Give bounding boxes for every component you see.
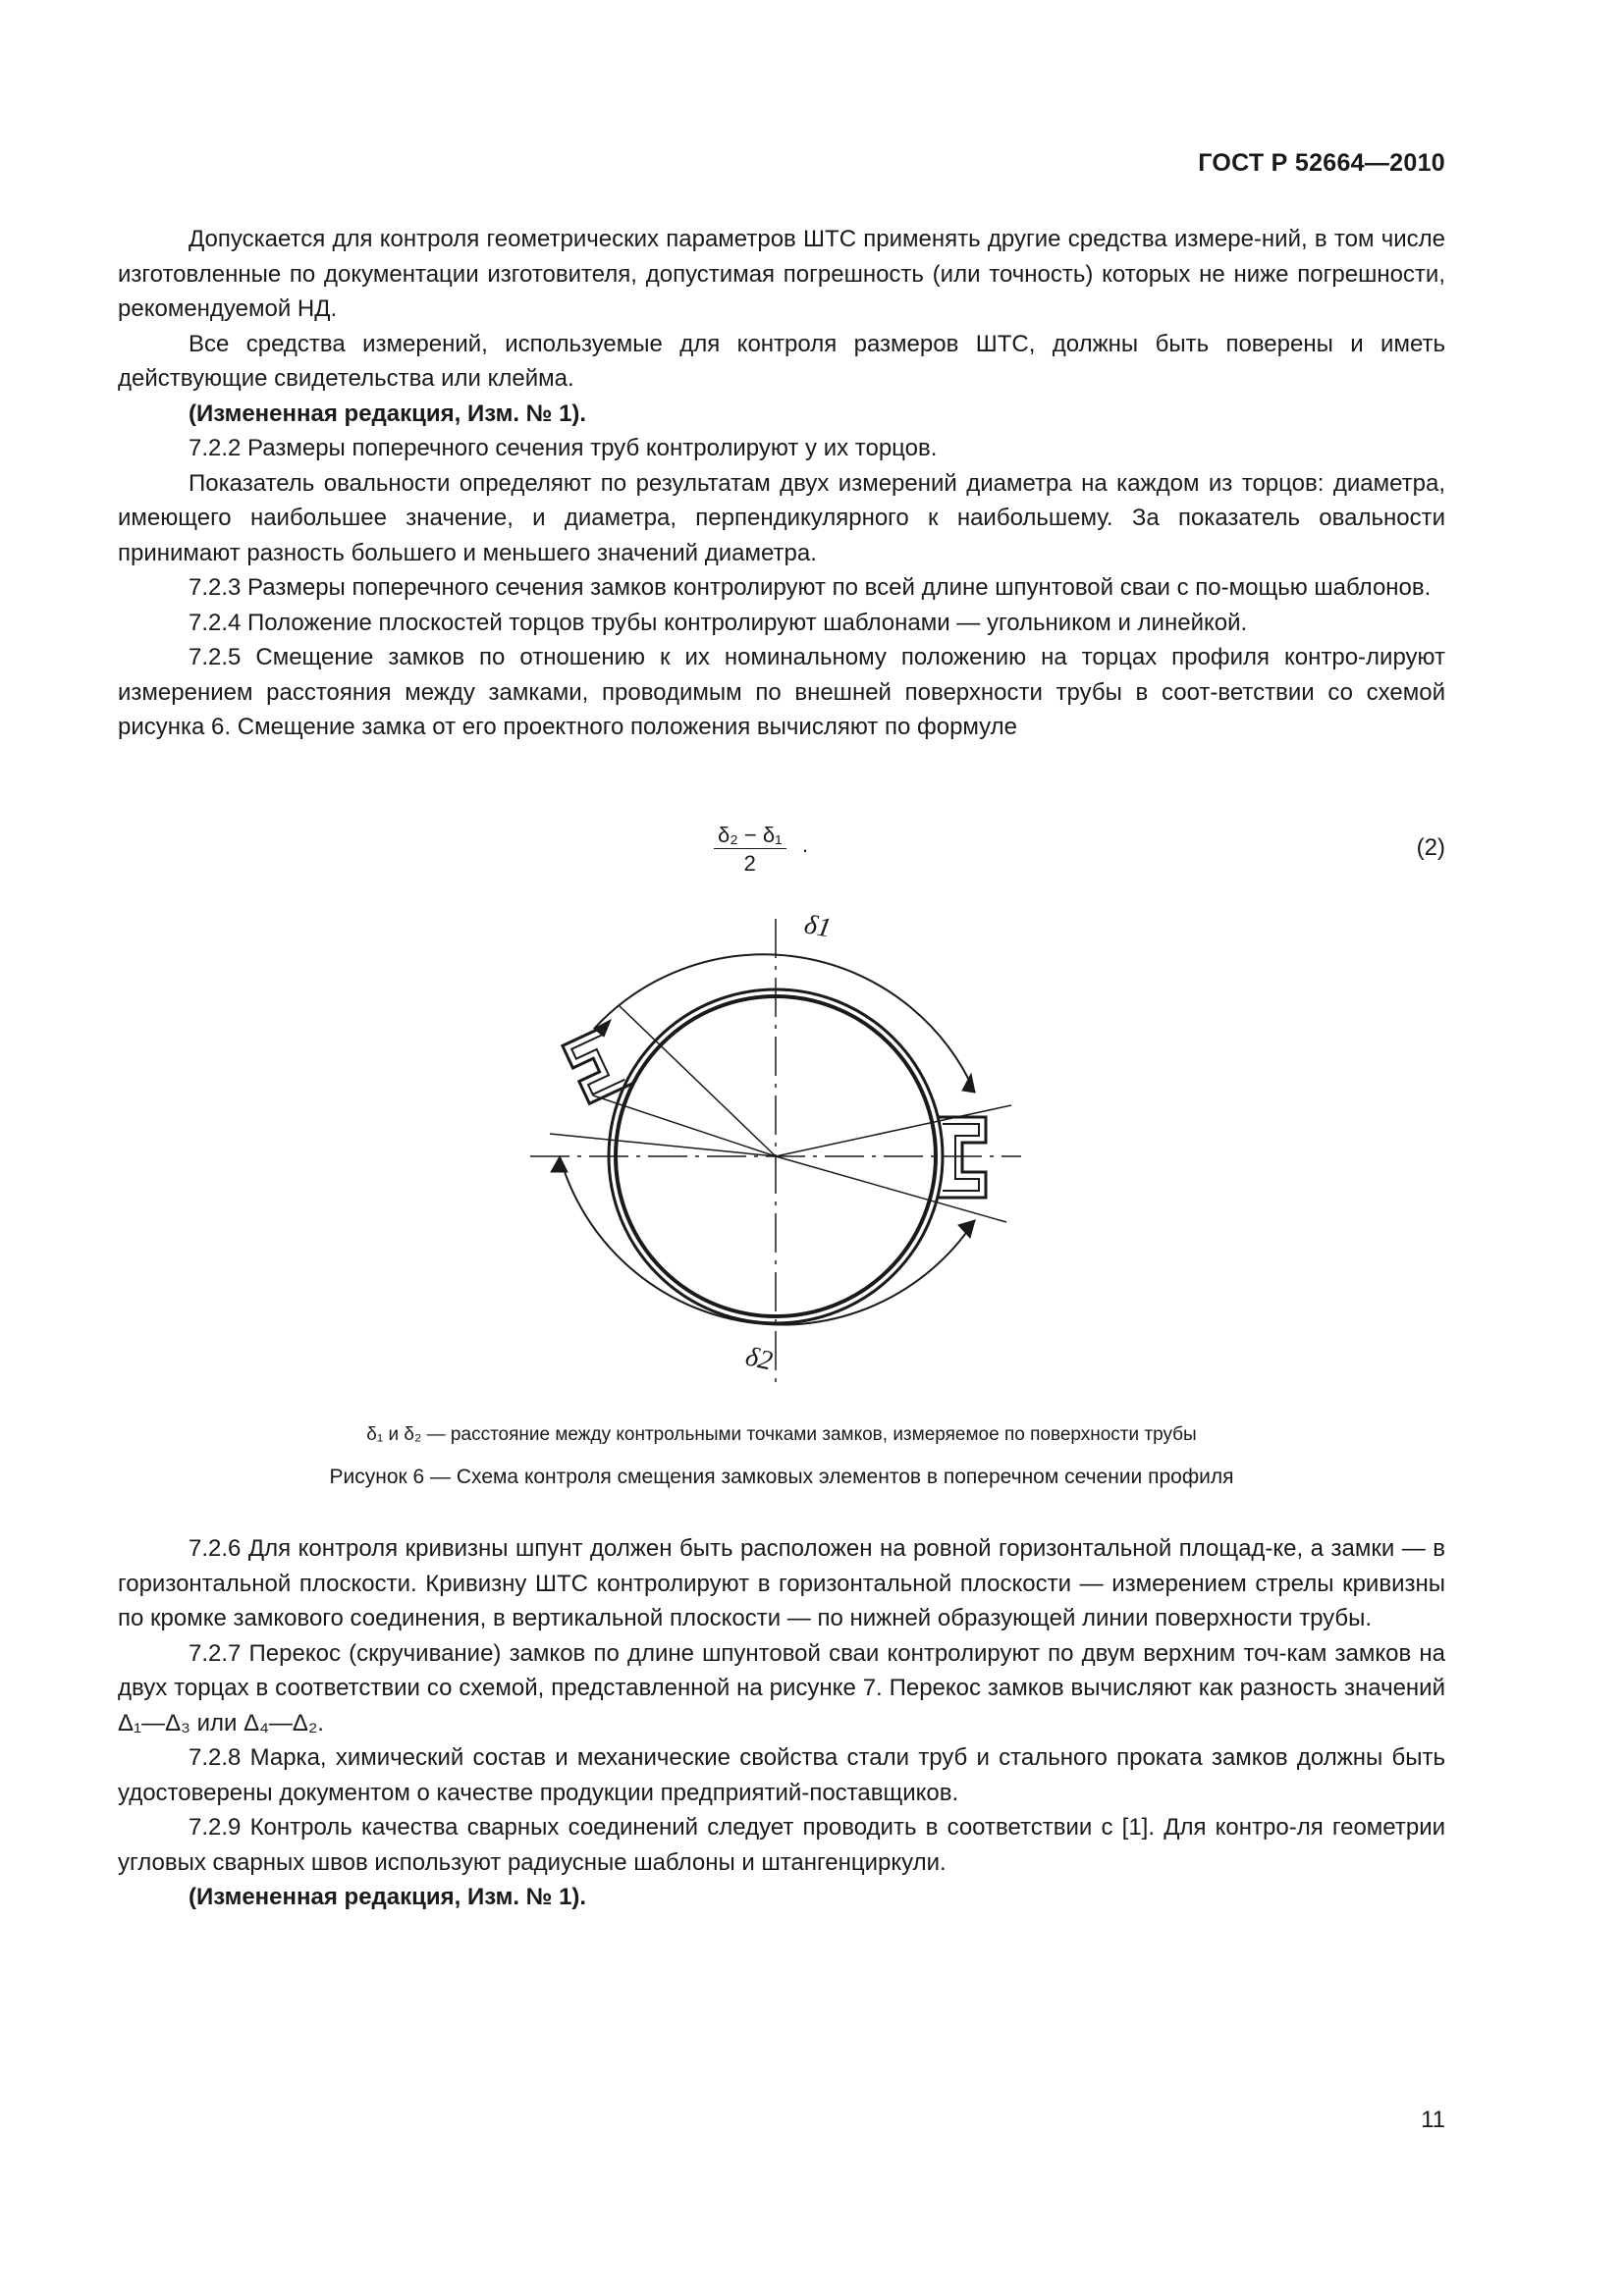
paragraph: 7.2.5 Смещение замков по отношению к их номинальному положению на торцах профиля контро-лируют измерением расстояния между замками, проводимым по внешней поверхности трубы в соот-ветствии со схемой рисунка 6. Смещение замка от его проектного положения вычисляют по формуле xyxy=(118,644,1445,740)
label-delta2: δ2 xyxy=(742,1341,776,1377)
paragraph: Показатель овальности определяют по результатам двух измерений диаметра на каждом из торцов: диаметра, имеющего наибольшее значение, и диаметра, перпендикулярного к наибольшему. За показатель овальности принимают разность большего и меньшего значений диаметра. xyxy=(118,469,1445,566)
arrow-head xyxy=(594,1020,611,1037)
amendment-note: (Измененная редакция, Изм. № 1). xyxy=(189,1884,587,1910)
paragraph: 7.2.7 Перекос (скручивание) замков по длине шпунтовой сваи контролируют по двум верхним точ-кам замков на двух торцах в соответствии со схемой, представленной на рисунке 7. Перекос замков вычисляют как разность значений Δ₁—Δ₃ или Δ₄—Δ₂. xyxy=(118,1639,1445,1736)
document-header: ГОСТ Р 52664—2010 xyxy=(1198,149,1445,177)
text-block-bottom xyxy=(118,1531,1445,1915)
page-number: 11 xyxy=(1421,2107,1445,2133)
figure-legend: δ₁ и δ₂ — расстояние между контрольными точками замков, измеряемое по поверхности трубы xyxy=(366,1424,1197,1445)
document-page xyxy=(118,0,1445,2296)
formula-number: (2) xyxy=(1416,834,1445,861)
figure-6-diagram xyxy=(530,901,1041,1392)
formula-numerator: δ₂ − δ₁ xyxy=(714,823,786,849)
radial-line xyxy=(619,1005,776,1156)
arrow-head xyxy=(958,1220,975,1238)
label-delta1: δ1 xyxy=(801,909,834,944)
paragraph: 7.2.9 Контроль качества сварных соединений следует проводить в соответствии с [1]. Для контро-ля геометрии угловых сварных швов используют радиусные шаблоны и штангенциркули. xyxy=(118,1814,1445,1876)
paragraph: Все средства измерений, используемые для контроля размеров ШТС, должны быть поверены и иметь действующие свидетельства или клейма. xyxy=(118,330,1445,392)
paragraph: Допускается для контроля геометрических параметров ШТС применять другие средства измере-ний, в том числе изготовленные по документации изготовителя, допустимая погрешность (или точность) которых не ниже погрешности, рекомендуемой НД. xyxy=(118,226,1445,322)
formula xyxy=(118,823,1445,891)
paragraph: 7.2.6 Для контроля кривизны шпунт должен быть расположен на ровной горизонтальной площад-ке, а замки — в горизонтальной плоскости. Кривизну ШТС контролируют в горизонтальной плоскости — измерением стрелы кривизны по кромке замкового соединения, в вертикальной плоскости — по нижней образующей линии поверхности трубы. xyxy=(118,1535,1445,1631)
paragraph: 7.2.2 Размеры поперечного сечения труб контролируют у их торцов. xyxy=(189,435,938,461)
radial-line xyxy=(776,1156,1006,1222)
formula-fraction xyxy=(714,823,786,877)
text-block-top xyxy=(118,222,1445,745)
right-lock-element xyxy=(937,1117,986,1198)
arrow-head xyxy=(962,1074,975,1093)
paragraph: 7.2.4 Положение плоскостей торцов трубы контролируют шаблонами — угольником и линейкой. xyxy=(189,609,1248,636)
paragraph: 7.2.3 Размеры поперечного сечения замков контролируют по всей длине шпунтовой сваи с по-мощью шаблонов. xyxy=(189,574,1432,601)
arrow-head xyxy=(551,1156,568,1172)
formula-denominator: 2 xyxy=(743,851,756,876)
figure-caption: Рисунок 6 — Схема контроля смещения замковых элементов в поперечном сечении профиля xyxy=(329,1466,1234,1488)
paragraph: 7.2.8 Марка, химический состав и механические свойства стали труб и стального проката замков должны быть удостоверены документом о качестве продукции предприятий-поставщиков. xyxy=(118,1744,1445,1806)
amendment-note: (Измененная редакция, Изм. № 1). xyxy=(189,400,587,427)
formula-period: . xyxy=(802,832,809,857)
radial-line xyxy=(776,1105,1011,1156)
delta1-arc xyxy=(594,954,975,1093)
